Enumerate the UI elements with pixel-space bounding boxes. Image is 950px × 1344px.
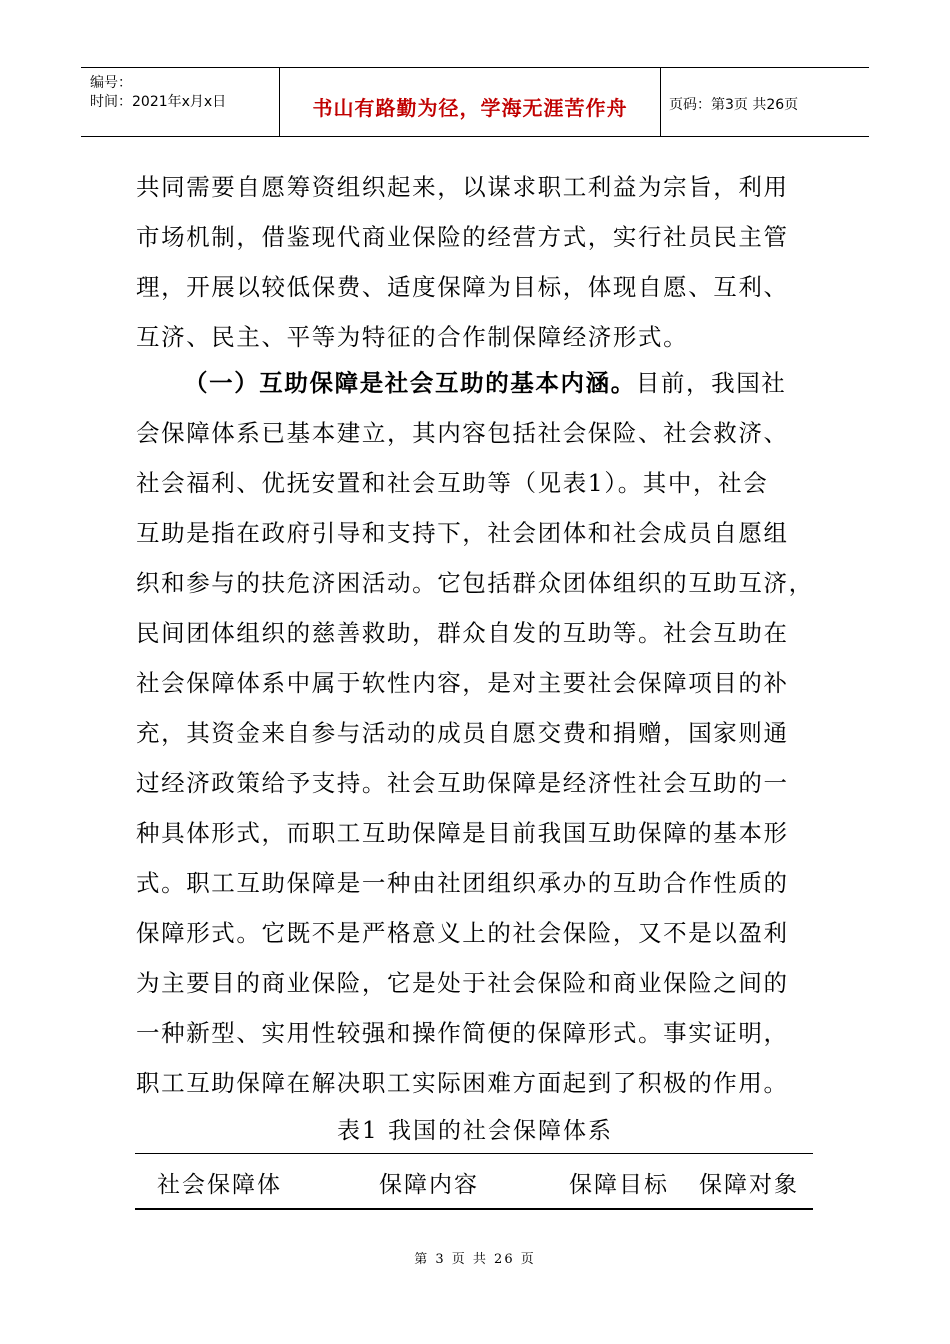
text-line: 保障形式。它既不是严格意义上的社会保险，又不是以盈利 [136,919,789,947]
section-heading: （一）互助保障是社会互助的基本内涵。 [184,369,636,397]
text-line: 互助是指在政府引导和支持下，社会团体和社会成员自愿组 [136,519,789,547]
text-line: 式。职工互助保障是一种由社团组织承办的互助合作性质的 [136,869,789,897]
text-line: 过经济政策给予支持。社会互助保障是经济性社会互助的一 [136,769,789,797]
text-line: 一种新型、实用性较强和操作简便的保障形式。事实证明， [136,1019,789,1047]
text-line: 为主要目的商业保险，它是处于社会保险和商业保险之间的 [136,969,789,997]
header-page-cell [661,68,869,136]
header-motto: 书山有路勤为径，学海无涯苦作舟 [312,96,628,120]
header-meta-cell [81,68,280,136]
header-motto-cell [280,68,661,136]
section-heading-continuation: 目前，我国社 [635,369,787,397]
text-line: 理，开展以较低保费、适度保障为目标，体现自愿、互利、 [136,273,789,301]
table-header-cell: 保障内容 [379,1172,479,1198]
page-header [81,67,869,137]
paragraph-intro [136,162,826,362]
text-line: 互济、民主、平等为特征的合作制保障经济形式。 [136,323,689,351]
text-line: 织和参与的扶危济困活动。它包括群众团体组织的互助互济， [136,569,814,597]
table-header-cell: 保障目标 [569,1172,669,1198]
document-number-label: 编号： [90,75,132,91]
text-line: 会保障体系已基本建立，其内容包括社会保险、社会救济、 [136,419,789,447]
text-line: 市场机制，借鉴现代商业保险的经营方式，实行社员民主管 [136,223,789,251]
text-line: 职工互助保障在解决职工实际困难方面起到了积极的作用。 [136,1069,789,1097]
table-header-cell: 保障对象 [699,1172,799,1198]
text-line: 共同需要自愿筹资组织起来，以谋求职工利益为宗旨，利用 [136,173,789,201]
text-line: 社会保障体系中属于软性内容，是对主要社会保障项目的补 [136,669,789,697]
section-heading-line [184,358,834,408]
text-line: 社会福利、优抚安置和社会互助等（见表1）。其中，社会 [136,469,769,497]
text-line: 民间团体组织的慈善救助，群众自发的互助等。社会互助在 [136,619,789,647]
text-line: 种具体形式，而职工互助保障是目前我国互助保障的基本形 [136,819,789,847]
table-header-row [135,1153,813,1210]
text-line: 充，其资金来自参与活动的成员自愿交费和捐赠，国家则通 [136,719,789,747]
paragraph-main [136,408,826,1108]
header-page-number: 页码：第3页 共26页 [669,97,799,113]
table-caption: 表1 我国的社会保障体系 [337,1118,613,1144]
table-header-cell: 社会保障体 [157,1172,282,1198]
document-date-label: 时间：2021年x月x日 [90,94,227,110]
page-footer: 第 3 页 共 26 页 [414,1252,536,1267]
